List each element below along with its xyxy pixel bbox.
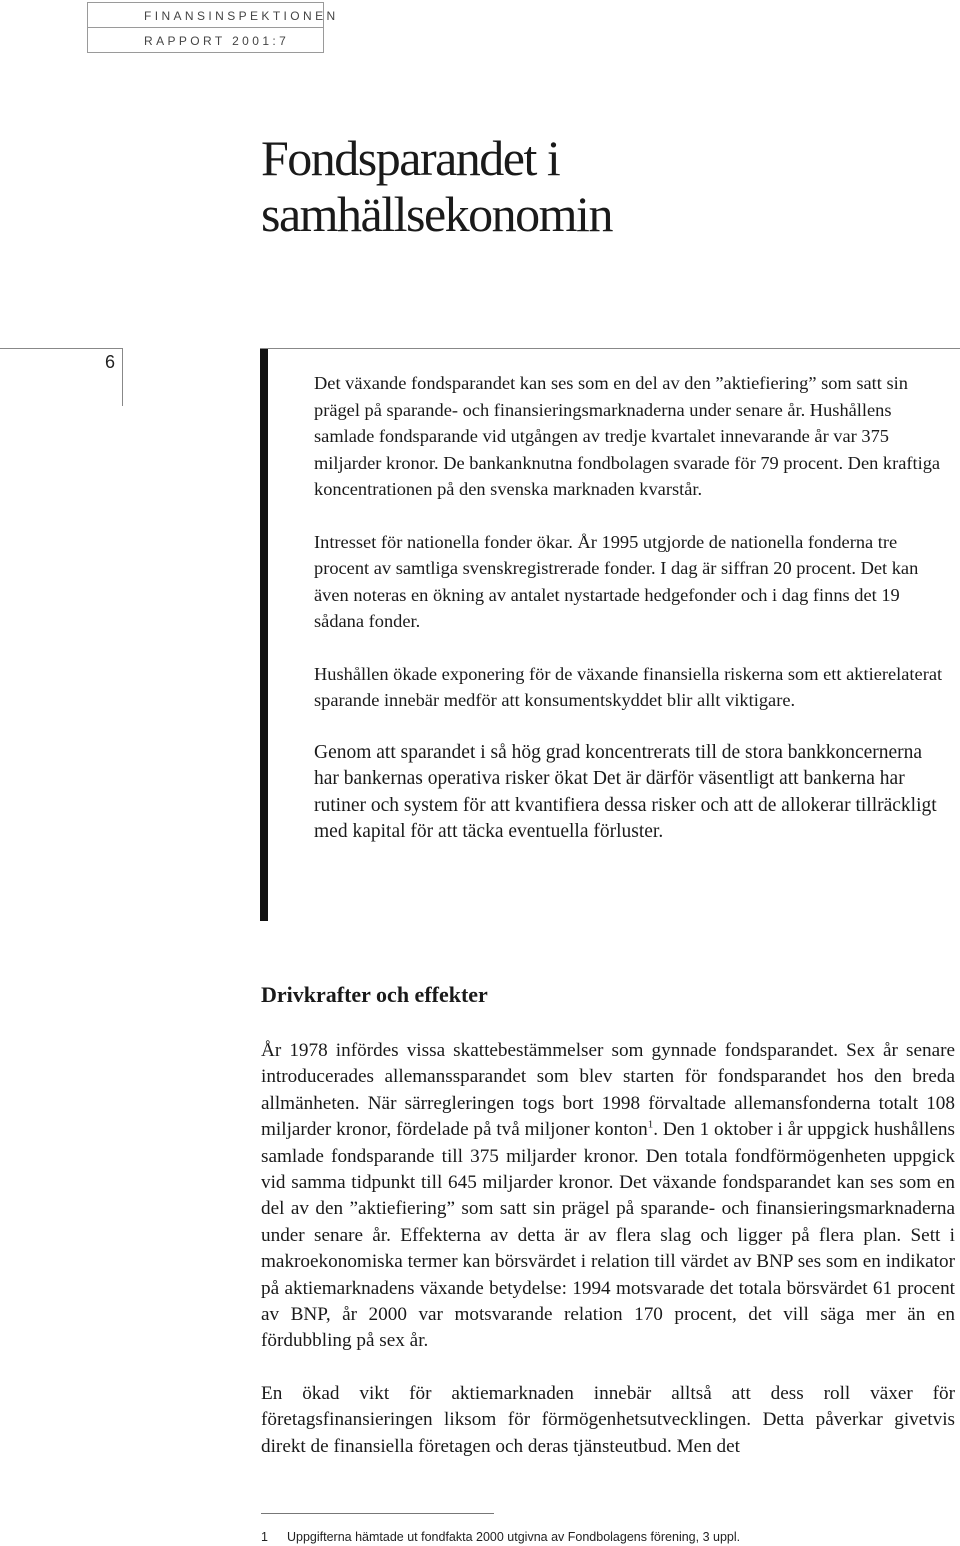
title-line-2: samhällsekonomin	[261, 186, 612, 242]
footnote-number: 1	[261, 1530, 268, 1544]
body-text: . Den 1 oktober i år uppgick hushållens samlade fondsparande till 375 miljarder kronor. Den totala fondförmögenheten uppgick vid samma tidpunkt till 645 miljarder kronor. Det växande fondsparandet kan ses som en del av den ”aktiefiering” som satt sin prägel på sparande- och finansieringsmarknaderna under senare år. Effekterna av detta är av flera slag och ligger på flera plan. Sett i makroekonomiska termer kan börsvärdet i relation till värdet av BNP ses som en indikator på aktiemarknadens växande betydelse: 1994 motsvarade det totala börsvärdet 61 procent av BNP, år 2000 var motsvarande relation 170 procent, det vill säga mer än en fördubbling på sex år.	[261, 1119, 955, 1352]
page-title	[261, 130, 612, 242]
report-header	[87, 2, 339, 53]
body-paragraph	[261, 1038, 955, 1355]
footnote	[261, 1530, 740, 1544]
margin-rule	[0, 348, 123, 349]
footnote-text: Uppgifterna hämtade ut fondfakta 2000 utgivna av Fondbolagens förening, 3 uppl.	[287, 1530, 741, 1544]
footnote-divider	[261, 1513, 494, 1514]
summary-side-bar	[260, 349, 268, 921]
summary-paragraph: Hushållen ökade exponering för de växande finansiella riskerna som ett aktierelaterat sparande innebär medför att konsumentskyddet blir allt viktigare.	[314, 663, 943, 710]
section-heading: Drivkrafter och effekter	[261, 982, 488, 1007]
body-text: År 1978 infördes vissa skattebestämmelser som gynnade fondsparandet. Sex år senare introducerades allemanssparandet som blev starten för fondsparandet hos den breda allmänheten. När särregleringen togs bort 1998 förvaltade allemansfonderna totalt 108 miljarder kronor, fördelade på två miljoner konton	[261, 1040, 955, 1141]
summary-paragraph: Det växande fondsparandet kan ses som en del av den ”aktiefiering” som satt sin prägel på sparande- och finansieringsmarknaderna under senare år. Hushållens samlade fondsparande vid utgången av tredje kvartalet innevarande år var 375 miljarder kronor. De bankanknutna fondbolagen svarade för 79 procent. Den kraftiga koncentrationen på den svenska marknaden kvarstår.	[314, 373, 941, 499]
summary-box	[314, 370, 949, 872]
footnote-ref[interactable]: 1	[647, 1118, 654, 1131]
summary-top-rule	[260, 348, 960, 349]
page-number: 6	[105, 352, 116, 372]
title-line-1: Fondsparandet i	[261, 130, 560, 186]
summary-paragraph: Genom att sparandet i så hög grad koncentrerats till de stora bankkoncernerna har bankernas operativa risker ökat Det är därför väsentligt att bankerna har rutiner och system för att kvantifiera dessa risker och att de allokerar tillräckligt med kapital för att täcka eventuella förluster.	[314, 741, 937, 842]
section-body	[261, 1038, 955, 1486]
body-paragraph: En ökad vikt för aktiemarknaden innebär alltså att dess roll växer för företagsfinansieringen liksom för förmögenhetsutvecklingen. Detta påverkar givetvis direkt de finansiella företagen och deras tjänsteutbud. Men det	[261, 1382, 955, 1457]
header-org: FINANSINSPEKTIONEN	[88, 3, 323, 28]
summary-paragraph: Intresset för nationella fonder ökar. År 1995 utgjorde de nationella fonderna tre procent av samtliga svenskregistrerade fonder. I dag är siffran 20 procent. Det kan även noteras en ökning av antalet nystartade hedgefonder och i dag finns det 19 sådana fonder.	[314, 531, 919, 631]
page-number-rule	[122, 348, 123, 406]
header-report: RAPPORT 2001:7	[144, 34, 290, 48]
